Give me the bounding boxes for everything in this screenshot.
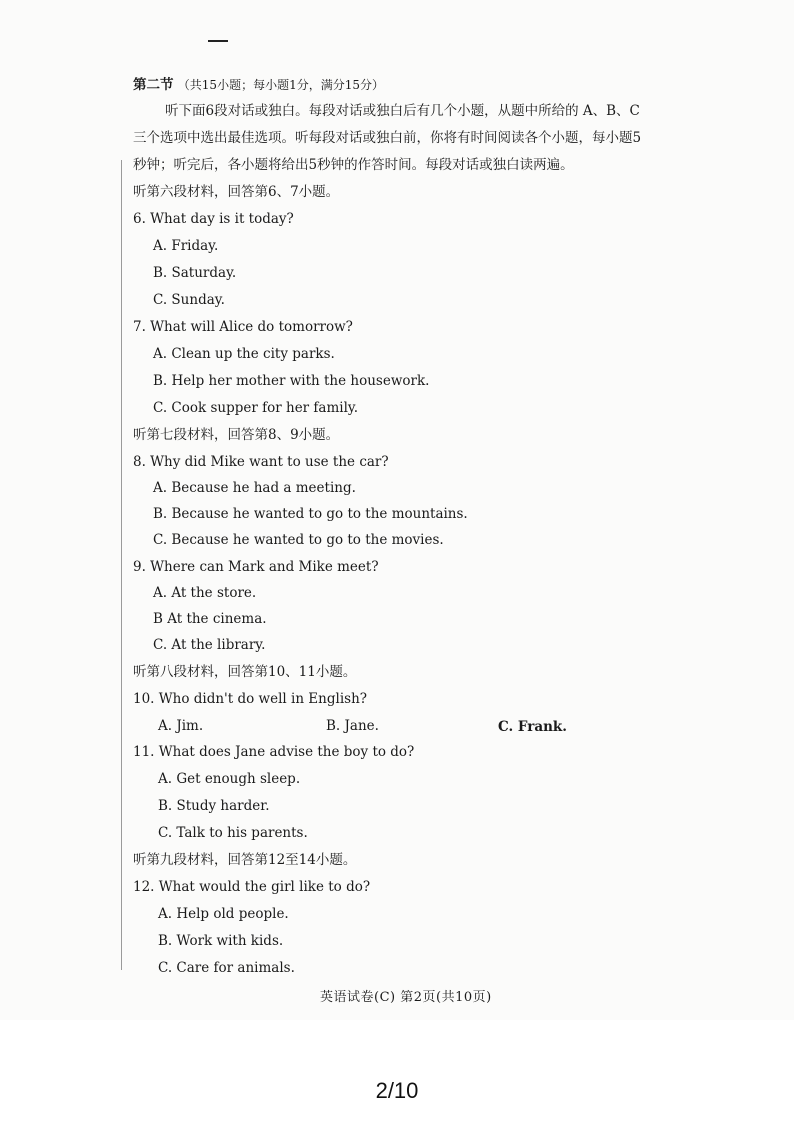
question-11: 11. What does Jane advise the boy to do?: [133, 744, 415, 760]
section-header: [133, 76, 384, 94]
group-intro: 听第九段材料，回答第12至14小题。: [133, 852, 357, 868]
section-title: 第二节: [133, 77, 174, 93]
page-footer: 英语试卷(C) 第2页(共10页): [320, 990, 492, 1005]
option: A. Because he had a meeting.: [153, 480, 356, 496]
instruction-line: 三个选项中选出最佳选项。听每段对话或独白前，你将有时间阅读各个小题，每小题5: [133, 130, 642, 146]
group-intro: 听第七段材料，回答第8、9小题。: [133, 427, 340, 443]
group-intro: 听第八段材料，回答第10、11小题。: [133, 664, 357, 680]
option: C. Because he wanted to go to the movies.: [153, 532, 444, 548]
instruction-line: 秒钟；听完后，各小题将给出5秒钟的作答时间。每段对话或独白读两遍。: [133, 157, 574, 173]
instruction-line: 听下面6段对话或独白。每段对话或独白后有几个小题，从题中所给的 A、B、C: [165, 103, 640, 119]
margin-line: [121, 160, 122, 970]
section-note: （共15小题；每小题1分，满分15分）: [177, 78, 384, 92]
question-10: 10. Who didn't do well in English?: [133, 691, 367, 707]
option: C. Talk to his parents.: [158, 825, 308, 841]
question-7: 7. What will Alice do tomorrow?: [133, 319, 353, 335]
option: B. Help her mother with the housework.: [153, 373, 430, 389]
option: A. Jim.: [158, 718, 204, 734]
top-mark: [208, 40, 228, 42]
option: A. Get enough sleep.: [158, 771, 301, 787]
option: B. Work with kids.: [158, 933, 284, 949]
option: C. Cook supper for her family.: [153, 400, 359, 416]
option: A. Help old people.: [158, 906, 289, 922]
page-indicator: 2/10: [375, 1078, 419, 1103]
question-12: 12. What would the girl like to do?: [133, 879, 371, 895]
option: B. Jane.: [326, 718, 379, 734]
option: C. Frank.: [498, 719, 567, 735]
group-intro: 听第六段材料，回答第6、7小题。: [133, 184, 340, 200]
option: A. Clean up the city parks.: [153, 346, 335, 362]
option: C. Care for animals.: [158, 960, 295, 976]
option: B At the cinema.: [153, 611, 267, 627]
question-6: 6. What day is it today?: [133, 211, 294, 227]
option: B. Study harder.: [158, 798, 270, 814]
question-8: 8. Why did Mike want to use the car?: [133, 454, 389, 470]
question-9: 9. Where can Mark and Mike meet?: [133, 559, 379, 575]
option: A. Friday.: [153, 238, 219, 254]
option: B. Saturday.: [153, 265, 237, 281]
option: C. At the library.: [153, 637, 266, 653]
option: B. Because he wanted to go to the mountains.: [153, 506, 468, 522]
option: A. At the store.: [153, 585, 257, 601]
option: C. Sunday.: [153, 292, 225, 308]
